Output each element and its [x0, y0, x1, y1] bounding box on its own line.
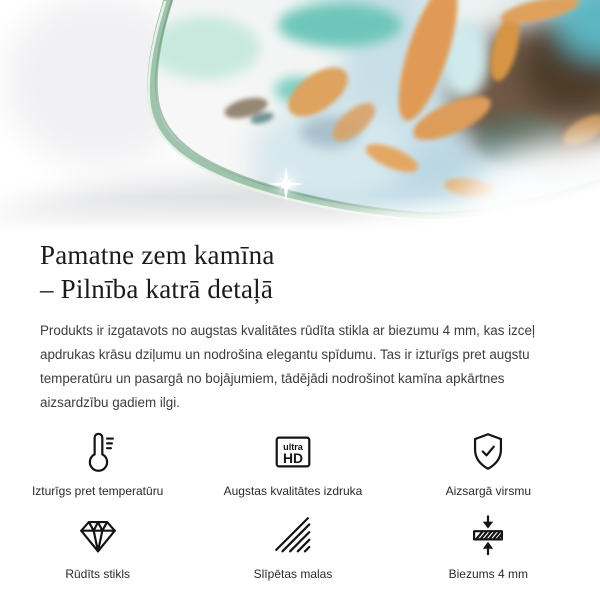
feature-label: Aizsargā virsmu: [445, 484, 531, 498]
feature-thickness: [391, 512, 586, 581]
feature-temperature-resistant: [0, 429, 195, 498]
ultra-hd-icon-text-bottom: HD: [282, 450, 304, 467]
feature-tempered-glass: [0, 512, 195, 581]
product-hero-image: [0, 0, 600, 232]
feature-print-quality: [195, 429, 390, 498]
page-title-line1: Pamatne zem kamīna: [40, 240, 275, 270]
thickness-icon: [465, 512, 511, 558]
ultra-hd-icon-text-top: ultra: [283, 442, 303, 453]
page-title: [40, 238, 570, 306]
hero-art: [0, 0, 600, 232]
feature-label: Augstas kvalitātes izdruka: [223, 484, 363, 498]
diamond-icon: [75, 512, 121, 558]
feature-label: Rūdīts stikls: [65, 567, 130, 581]
ultra-hd-icon: [270, 429, 316, 475]
product-content: [0, 232, 600, 415]
shield-check-icon: [465, 429, 511, 475]
feature-label: Biezums 4 mm: [448, 567, 528, 581]
feature-label: Izturīgs pret temperatūru: [31, 484, 164, 498]
feature-label: Slīpētas malas: [253, 567, 333, 581]
page-title-line2: – Pilnība katrā detaļā: [40, 274, 274, 304]
feature-beveled-edges: [195, 512, 390, 581]
product-description: Produkts ir izgatavots no augstas kvalitātes rūdīta stikla ar biezumu 4 mm, kas izceļ apdrukas krāsu dziļumu un nodrošina elegantu spīdumu. Tas ir izturīgs pret augstu temperatūru un pasargā no bojājumiem, tādējādi nodrošinot kamīna apkārtnes aizsardzību gadiem ilgi.: [40, 323, 535, 410]
features-grid: [0, 429, 600, 581]
beveled-edge-icon: [270, 512, 316, 558]
thermometer-icon: [75, 429, 121, 475]
feature-surface-protection: [391, 429, 586, 498]
